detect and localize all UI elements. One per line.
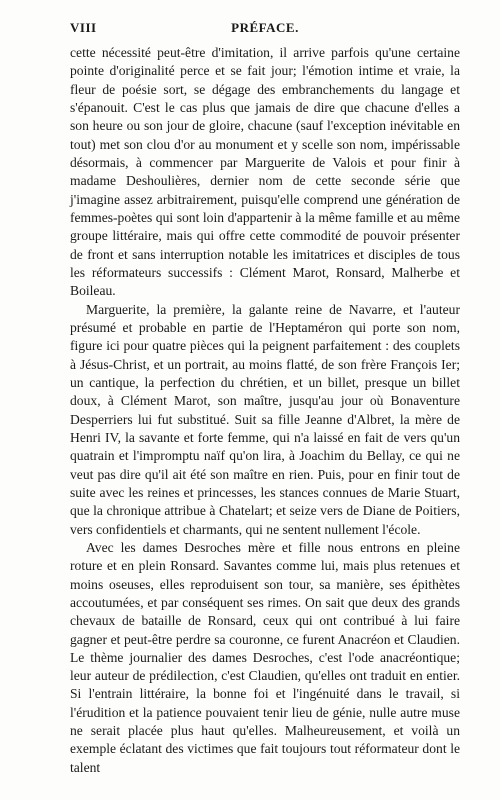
paragraph-1: cette nécessité peut-être d'imitation, il arrive parfois qu'une certaine pointe d'originalité perce et se fait jour; l'émotion intime et vraie, la fleur de poésie sort, se dégage des embranchements du langage et s'épanouit. C'est le cas plus que jamais de dire que chacune d'elles a son heure ou son jour de gloire, chacune (sauf l'exception inévitable en tout) met son clou d'or au monument et y scelle son nom, impérissable désormais, à commencer par Marguerite de Valois et pour finir à madame Deshoulières, dernier nom de cette seconde série que j'imagine assez arbitrairement, puisqu'elle comprend une génération de femmes-poètes qui sont loin d'appartenir à la même famille et au même groupe littéraire, mais qui offre cette commodité de pouvoir présenter de front et sans interruption notable les imitatrices et disciples de tous les réformateurs successifs : Clément Marot, Ronsard, Malherbe et Boileau. — [70, 45, 460, 299]
paragraph-2: Marguerite, la première, la galante reine de Navarre, et l'auteur présumé et probable en partie de l'Heptaméron qui porte son nom, figure ici pour quatre pièces qui la peignent parfaitement : des couplets à Jésus-Christ, et un portrait, au moins flatté, de son frère François Ier; un cantique, la perfection du chrétien, et un billet, presque un billet doux, à Clément Marot, son maître, jusqu'au jour où Bonaventure Desperriers lui fut substitué. Suit sa fille Jeanne d'Albret, la mère de Henri IV, la savante et forte femme, qui n'a laissé en fait de vers qu'un quatrain et l'impromptu naïf qu'on lira, à Joachim du Bellay, ce qui ne veut pas dire qu'il ait été son maître en rien. Puis, pour en finir tout de suite avec les reines et princesses, les stances connues de Marie Stuart, que la chronique attribue à Chatelart; et seize vers de Diane de Poitiers, vers confidentiels et charmants, qui ne sentent nullement l'école. — [70, 301, 460, 537]
running-head: PRÉFACE. — [231, 20, 299, 35]
page-header — [70, 20, 460, 40]
body-text — [70, 44, 460, 777]
paragraph-3: Avec les dames Desroches mère et fille nous entrons en pleine roture et en plein Ronsard. Savantes comme lui, mais plus retenues et moins oseuses, elles reproduisent son tour, sa manière, ses épithètes accoutumées, et par conséquent ses rimes. On sait que deux des grands chevaux de bataille de Ronsard, ceux qui ont contribué à lui faire gagner et peut-être perdre sa couronne, ce furent Anacréon et Claudien. Le thème journalier des dames Desroches, c'est l'ode anacréontique; leur auteur de prédilection, c'est Claudien, qu'elles ont traduit en entier. Si l'entrain littéraire, la bonne foi et l'ingénuité dans le travail, si l'érudition et la patience pouvaient tenir lieu de génie, nulle autre muse ne serait placée plus haut qu'elles. Malheureusement, et voilà un exemple éclatant des victimes que fait toujours tout réformateur dont le talent — [70, 539, 460, 775]
page-number: VIII — [70, 20, 97, 35]
